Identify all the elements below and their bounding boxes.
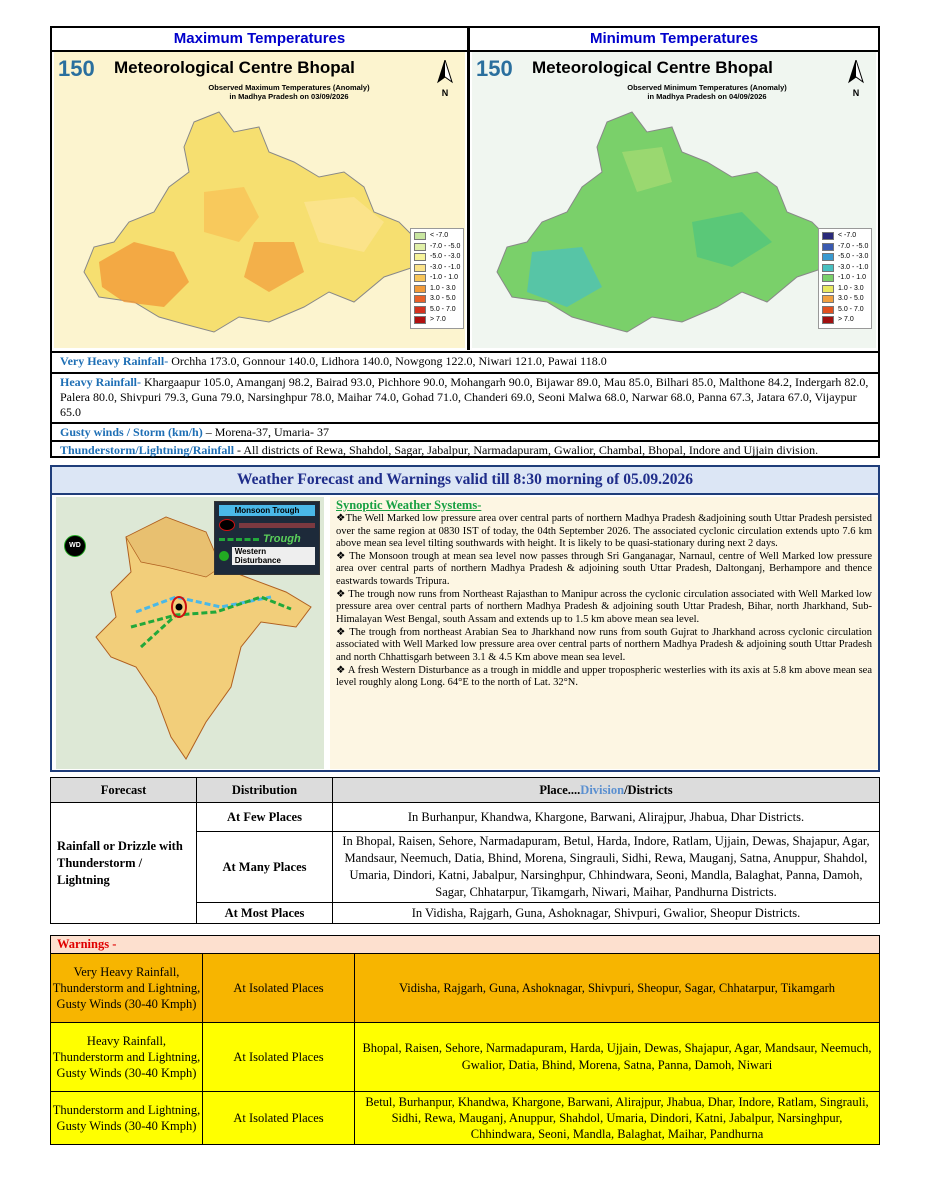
gusty-winds-row: Gusty winds / Storm (km/h) – Morena-37, Umaria- 37 — [52, 422, 878, 440]
max-temperature-heading: Maximum Temperatures — [52, 28, 467, 52]
north-arrow-icon: N — [437, 60, 453, 98]
synoptic-item: ❖ The trough now runs from Northeast Rajasthan to Manipur across the cyclonic circulation associated with Well Marked low pressure area over central parts of northern Madhya Pradesh & adjoining south Uttar Pradesh, Bihar, north Jharkhand, Sub-Himalayan West Bengal, south Assam and extends up to 1.5 km above mean sea level. — [336, 589, 872, 625]
legend-entry — [822, 273, 868, 284]
legend-entry — [822, 242, 868, 253]
max-temperature-legend — [410, 228, 464, 329]
legend-swatch — [822, 285, 834, 293]
min-temperature-legend — [818, 228, 872, 329]
north-arrow-icon: N — [848, 60, 864, 98]
legend-swatch — [822, 253, 834, 261]
mp-state-shape-max — [54, 92, 468, 350]
distribution-cell: At Most Places — [197, 903, 333, 924]
warning-distribution-cell: At Isolated Places — [203, 1092, 355, 1145]
max-temperature-map — [54, 52, 465, 348]
warning-type-cell: Thunderstorm and Lightning, Gusty Winds (30-40 Kmph) — [51, 1092, 203, 1145]
forecast-distribution-table — [50, 777, 880, 924]
legend-entry — [822, 263, 868, 274]
legend-swatch — [414, 285, 426, 293]
synoptic-item: ❖The Well Marked low pressure area over central parts of northern Madhya Pradesh &adjoining south Uttar Pradesh persisted over the same region at 0830 IST of today, the 04th September 2026. The associated cyclonic circulation extends upto 7.6 km above mean sea level tilting southwards with height. It is likely to be quasi-stationary during next 2 days. — [336, 513, 872, 549]
legend-label: -7.0 - -5.0 — [430, 242, 461, 250]
thunderstorm-row: Thunderstorm/Lightning/Rainfall - All districts of Rewa, Shahdol, Sagar, Jabalpur, Narmadapuram, Gwalior, Chambal, Bhopal, Indore and Ujjain division. — [52, 440, 878, 458]
map-title: Meteorological Centre Bhopal — [114, 58, 355, 77]
header-distribution: Distribution — [197, 778, 333, 803]
legend-label: -7.0 - -5.0 — [838, 242, 869, 250]
legend-label: -1.0 - 1.0 — [838, 274, 867, 281]
table-row — [51, 803, 880, 832]
places-cell: In Vidisha, Rajgarh, Guna, Ashoknagar, Shivpuri, Gwalior, Sheopur Districts. — [333, 903, 880, 924]
very-heavy-rainfall-row: Very Heavy Rainfall- Orchha 173.0, Gonnour 140.0, Lidhora 140.0, Nowgong 122.0, Niwari 121.0, Pawai 118.0 — [52, 351, 878, 372]
legend-entry — [822, 294, 868, 305]
legend-swatch — [414, 295, 426, 303]
observations-block — [50, 26, 880, 458]
mp-state-shape-min — [472, 92, 876, 350]
map-legend-box: Monsoon Trough Trough Western Disturbance — [214, 501, 320, 575]
legend-label: > 7.0 — [430, 316, 446, 323]
warning-places-cell: Betul, Burhanpur, Khandwa, Khargone, Barwani, Alirajpur, Jhabua, Dhar, Indore, Ratlam, Singrauli, Sidhi, Rewa, Mauganj, Anuppur, Shahdol, Umaria, Dindori, Katni, Jabalpur, Narsinghpur, Chhindwara, Seoni, Mandla, Balaghat, Maihar, Pandhurna — [355, 1092, 880, 1145]
forecast-heading: Weather Forecast and Warnings valid till 8:30 morning of 05.09.2026 — [52, 467, 878, 495]
warning-type-cell: Very Heavy Rainfall, Thunderstorm and Lightning, Gusty Winds (30-40 Kmph) — [51, 954, 203, 1023]
warning-places-cell: Vidisha, Rajgarh, Guna, Ashoknagar, Shivpuri, Sheopur, Sagar, Chhatarpur, Tikamgarh — [355, 954, 880, 1023]
legend-label: -5.0 - -3.0 — [430, 253, 461, 260]
legend-entry — [414, 284, 460, 295]
synoptic-item: ❖ A fresh Western Disturbance as a trough in middle and upper tropospheric westerlies with its axis at 5.8 km above mean sea level roughly along Long. 64°E to the north of Lat. 32°N. — [336, 664, 872, 689]
legend-entry — [414, 273, 460, 284]
legend-label: 3.0 - 5.0 — [430, 295, 456, 302]
legend-label: 3.0 - 5.0 — [838, 295, 864, 302]
legend-label: > 7.0 — [838, 316, 854, 323]
legend-swatch — [414, 253, 426, 261]
warnings-title: Warnings - — [51, 936, 880, 954]
legend-swatch — [822, 295, 834, 303]
map-subtitle: Observed Maximum Temperatures (Anomaly) in Madhya Pradesh on 03/09/2026 — [208, 83, 370, 101]
forecast-block — [50, 465, 880, 772]
warnings-title-row — [51, 936, 880, 954]
distribution-cell: At Many Places — [197, 832, 333, 903]
min-temperature-map — [472, 52, 876, 348]
min-temperature-panel — [470, 28, 878, 350]
legend-entry — [414, 305, 460, 316]
places-cell: In Burhanpur, Khandwa, Khargone, Barwani, Alirajpur, Jhabua, Dhar Districts. — [333, 803, 880, 832]
warning-distribution-cell: At Isolated Places — [203, 954, 355, 1023]
legend-entry — [822, 284, 868, 295]
warning-distribution-cell: At Isolated Places — [203, 1023, 355, 1092]
map-title: Meteorological Centre Bhopal — [532, 58, 773, 77]
min-temperature-heading: Minimum Temperatures — [470, 28, 878, 52]
synoptic-title: Synoptic Weather Systems- — [336, 498, 482, 512]
india-synoptic-map — [56, 497, 324, 769]
synoptic-systems-text — [330, 497, 878, 769]
legend-swatch — [414, 243, 426, 251]
legend-entry — [822, 305, 868, 316]
legend-entry — [822, 315, 868, 326]
legend-swatch — [414, 232, 426, 240]
legend-label: -3.0 - -1.0 — [430, 263, 461, 271]
legend-label: 5.0 - 7.0 — [430, 305, 456, 313]
western-disturbance-badge: WD — [64, 535, 86, 557]
legend-label: < -7.0 — [430, 232, 449, 239]
legend-swatch — [414, 274, 426, 282]
warnings-table — [50, 935, 880, 1145]
legend-swatch — [822, 243, 834, 251]
legend-entry — [822, 252, 868, 263]
legend-entry — [414, 231, 460, 242]
warning-places-cell: Bhopal, Raisen, Sehore, Narmadapuram, Harda, Ujjain, Dewas, Shajapur, Agar, Mandsaur, Neemuch, Gwalior, Datia, Bhind, Morena, Satna, Panna, Damoh, Niwari — [355, 1023, 880, 1092]
warning-row — [51, 954, 880, 1023]
warning-row — [51, 1092, 880, 1145]
max-temperature-panel — [52, 28, 470, 350]
legend-label: 5.0 - 7.0 — [838, 305, 864, 313]
heavy-rainfall-row: Heavy Rainfall- Khargaapur 105.0, Amanganj 98.2, Bairad 93.0, Pichhore 90.0, Mohangarh 90.0, Bijawar 89.0, Mau 85.0, Bilhari 85.0, Malthone 84.2, Indergarh 82.0, Palera 80.0, Shivpuri 79.3, Guna 79.0, Narsinghpur 78.0, Maihar 74.0, Gohad 71.0, Chanderi 69.0, Seoni Malwa 68.0, Narwar 68.0, Panna 67.3, Jatara 67.0, Vijaypur 65.0 — [52, 372, 878, 422]
imd-150-logo: 150 — [58, 56, 95, 81]
legend-entry — [414, 252, 460, 263]
legend-label: -5.0 - -3.0 — [838, 253, 869, 260]
legend-entry — [414, 263, 460, 274]
legend-label: 1.0 - 3.0 — [430, 284, 456, 292]
legend-swatch — [822, 264, 834, 272]
places-cell: In Bhopal, Raisen, Sehore, Narmadapuram, Betul, Harda, Indore, Ratlam, Ujjain, Dewas, Shajapur, Agar, Mandsaur, Neemuch, Datia, Bhind, Morena, Singrauli, Sidhi, Rewa, Mauganj, Satna, Anuppur, Shahdol, Umaria, Dindori, Katni, Jabalpur, Narsinghpur, Chhindwara, Seoni, Mandla, Balaghat, Panna, Damoh, Sagar, Chhatarpur, Tikamgarh, Niwari, Maihar, Pandhurna Districts. — [333, 832, 880, 903]
legend-swatch — [822, 306, 834, 314]
header-forecast: Forecast — [51, 778, 197, 803]
legend-swatch — [822, 316, 834, 324]
legend-swatch — [822, 274, 834, 282]
legend-entry — [414, 315, 460, 326]
legend-swatch — [414, 306, 426, 314]
legend-label: 1.0 - 3.0 — [838, 284, 864, 292]
legend-entry — [414, 294, 460, 305]
legend-label: -3.0 - -1.0 — [838, 263, 869, 271]
legend-entry — [822, 231, 868, 242]
legend-swatch — [414, 316, 426, 324]
legend-entry — [414, 242, 460, 253]
header-place: Place....Division/Districts — [333, 778, 880, 803]
forecast-type-cell: Rainfall or Drizzle with Thunderstorm / Lightning — [51, 803, 197, 924]
map-subtitle: Observed Minimum Temperatures (Anomaly) in Madhya Pradesh on 04/09/2026 — [627, 83, 787, 101]
imd-150-logo: 150 — [476, 56, 513, 81]
legend-swatch — [414, 264, 426, 272]
table-header-row — [51, 778, 880, 803]
legend-swatch — [822, 232, 834, 240]
synoptic-item: ❖ The Monsoon trough at mean sea level now passes through Sri Ganganagar, Narnaul, centre of Well Marked low pressure area over central parts of northern Madhya Pradesh & adjoining south Uttar Pradesh, Daltonganj, Berhampore and thence eastwards towards Tripura. — [336, 551, 872, 587]
synoptic-item: ❖ The trough from northeast Arabian Sea to Jharkhand now runs from south Gujrat to Jharkhand across cyclonic circulation associated with Well Marked low pressure area over central parts of northern Madhya Pradesh & adjoining south Uttar Pradesh and north Chhattisgarh between 3.1 & 4.5 Km above mean sea level. — [336, 626, 872, 663]
legend-label: -1.0 - 1.0 — [430, 274, 459, 281]
warning-row — [51, 1023, 880, 1092]
distribution-cell: At Few Places — [197, 803, 333, 832]
warning-type-cell: Heavy Rainfall, Thunderstorm and Lightning, Gusty Winds (30-40 Kmph) — [51, 1023, 203, 1092]
legend-label: < -7.0 — [838, 232, 857, 239]
